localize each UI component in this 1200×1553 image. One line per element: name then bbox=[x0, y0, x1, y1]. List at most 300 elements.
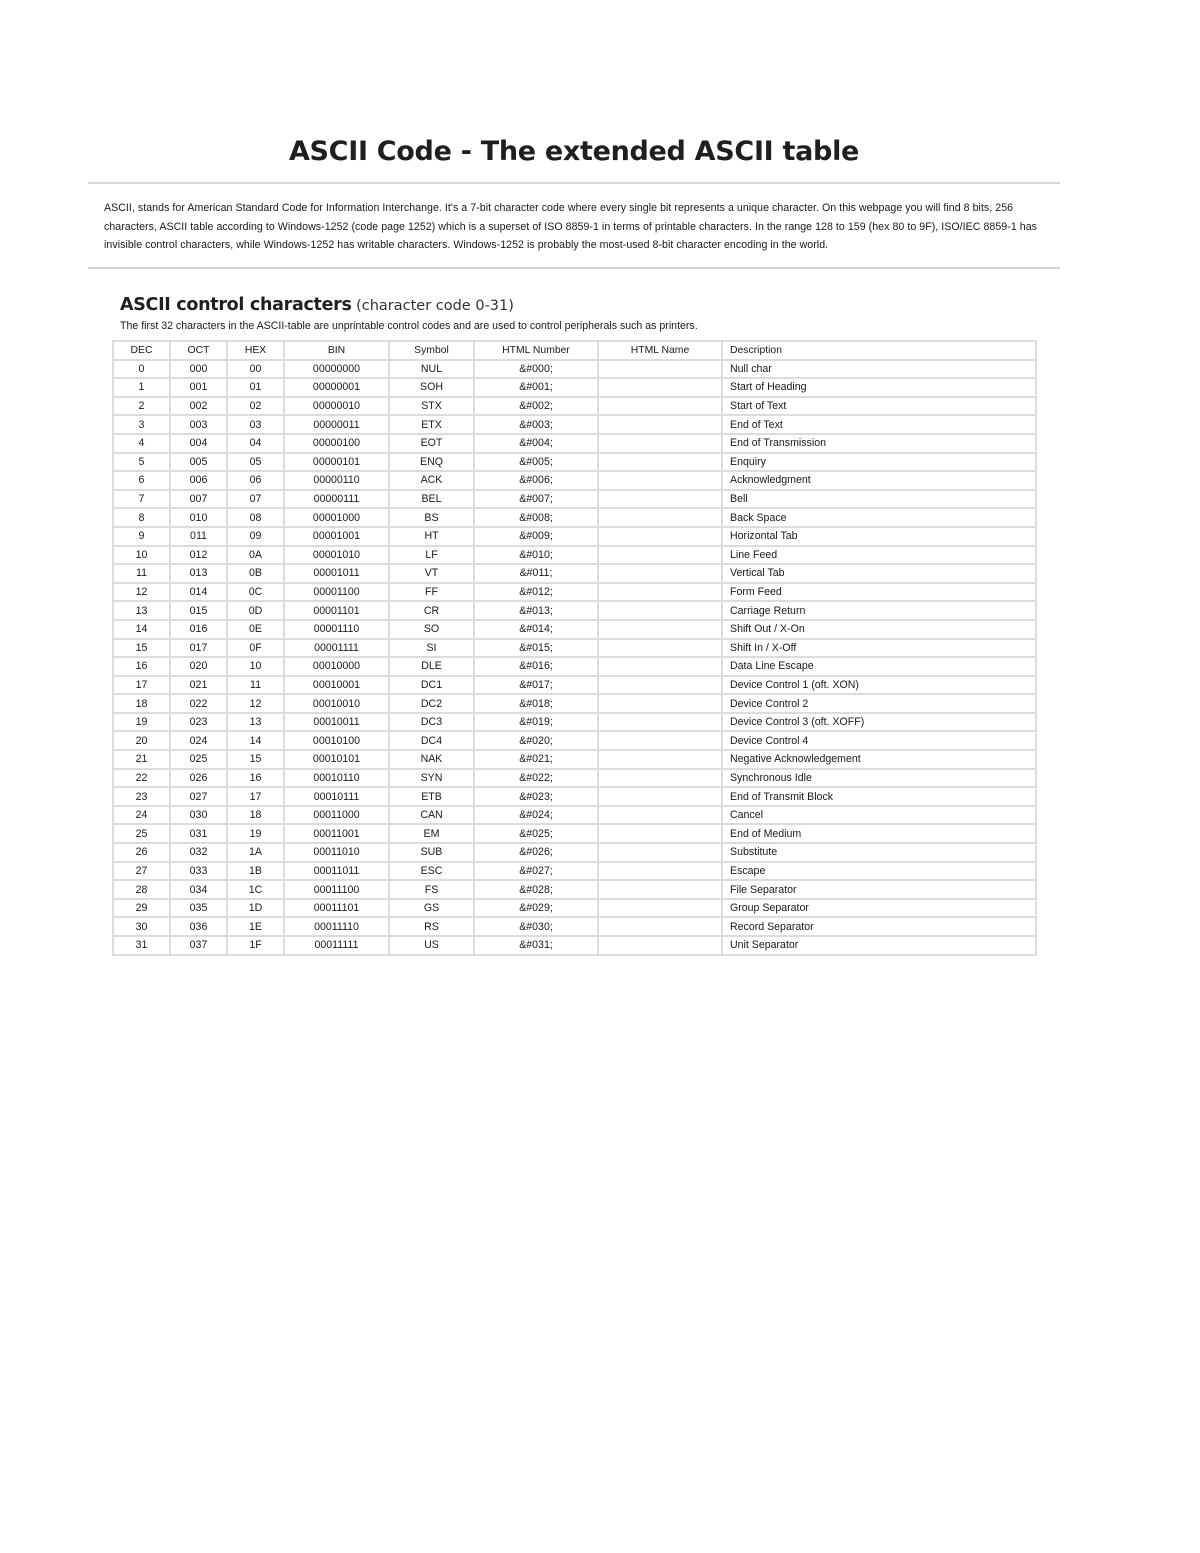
cell-dec: 18 bbox=[113, 694, 170, 713]
cell-hex: 1E bbox=[227, 917, 284, 936]
cell-oct: 027 bbox=[170, 787, 227, 806]
cell-oct: 006 bbox=[170, 471, 227, 490]
cell-hex: 14 bbox=[227, 731, 284, 750]
table-row bbox=[113, 917, 1036, 936]
table-row bbox=[113, 899, 1036, 918]
cell-dec: 4 bbox=[113, 434, 170, 453]
cell-oct: 015 bbox=[170, 601, 227, 620]
table-row bbox=[113, 769, 1036, 788]
cell-html-number: &#022; bbox=[474, 769, 598, 788]
cell-hex: 01 bbox=[227, 378, 284, 397]
cell-html-name bbox=[598, 490, 722, 509]
cell-hex: 13 bbox=[227, 713, 284, 732]
cell-dec: 12 bbox=[113, 583, 170, 602]
cell-html-number: &#000; bbox=[474, 360, 598, 379]
cell-oct: 002 bbox=[170, 397, 227, 416]
cell-bin: 00001111 bbox=[284, 639, 389, 658]
cell-dec: 21 bbox=[113, 750, 170, 769]
cell-dec: 30 bbox=[113, 917, 170, 936]
table-row bbox=[113, 508, 1036, 527]
table-row bbox=[113, 694, 1036, 713]
cell-html-number: &#004; bbox=[474, 434, 598, 453]
table-row bbox=[113, 360, 1036, 379]
cell-html-number: &#013; bbox=[474, 601, 598, 620]
cell-hex: 05 bbox=[227, 453, 284, 472]
section-description: The first 32 characters in the ASCII-table are unprintable control codes and are used to control peripherals such as printers. bbox=[120, 320, 698, 332]
cell-hex: 0C bbox=[227, 583, 284, 602]
cell-oct: 032 bbox=[170, 843, 227, 862]
cell-html-name bbox=[598, 453, 722, 472]
cell-bin: 00000011 bbox=[284, 415, 389, 434]
cell-bin: 00000101 bbox=[284, 453, 389, 472]
cell-bin: 00010011 bbox=[284, 713, 389, 732]
cell-symbol: DC4 bbox=[389, 731, 474, 750]
cell-hex: 0B bbox=[227, 564, 284, 583]
cell-oct: 005 bbox=[170, 453, 227, 472]
cell-bin: 00010000 bbox=[284, 657, 389, 676]
cell-symbol: DC2 bbox=[389, 694, 474, 713]
cell-oct: 037 bbox=[170, 936, 227, 955]
cell-bin: 00010001 bbox=[284, 676, 389, 695]
cell-dec: 11 bbox=[113, 564, 170, 583]
table-row bbox=[113, 453, 1036, 472]
cell-bin: 00011101 bbox=[284, 899, 389, 918]
cell-symbol: FF bbox=[389, 583, 474, 602]
cell-html-name bbox=[598, 583, 722, 602]
cell-symbol: ACK bbox=[389, 471, 474, 490]
cell-bin: 00001000 bbox=[284, 508, 389, 527]
cell-bin: 00011110 bbox=[284, 917, 389, 936]
intro-divider bbox=[88, 267, 1060, 269]
cell-description: Escape bbox=[722, 862, 1036, 881]
cell-oct: 003 bbox=[170, 415, 227, 434]
cell-html-name bbox=[598, 620, 722, 639]
cell-dec: 2 bbox=[113, 397, 170, 416]
table-row bbox=[113, 787, 1036, 806]
cell-html-name bbox=[598, 787, 722, 806]
cell-bin: 00011001 bbox=[284, 824, 389, 843]
table-row bbox=[113, 564, 1036, 583]
cell-html-number: &#023; bbox=[474, 787, 598, 806]
cell-symbol: CAN bbox=[389, 806, 474, 825]
section-heading bbox=[120, 295, 514, 315]
cell-html-number: &#009; bbox=[474, 527, 598, 546]
table-body bbox=[113, 360, 1036, 955]
cell-html-name bbox=[598, 880, 722, 899]
ascii-control-table bbox=[112, 340, 1037, 956]
cell-html-name bbox=[598, 936, 722, 955]
cell-dec: 17 bbox=[113, 676, 170, 695]
cell-hex: 08 bbox=[227, 508, 284, 527]
cell-symbol: GS bbox=[389, 899, 474, 918]
cell-description: Device Control 3 (oft. XOFF) bbox=[722, 713, 1036, 732]
cell-html-name bbox=[598, 676, 722, 695]
table-row bbox=[113, 415, 1036, 434]
cell-html-name bbox=[598, 564, 722, 583]
cell-html-name bbox=[598, 769, 722, 788]
cell-html-name bbox=[598, 917, 722, 936]
cell-symbol: HT bbox=[389, 527, 474, 546]
cell-html-number: &#011; bbox=[474, 564, 598, 583]
cell-html-name bbox=[598, 508, 722, 527]
cell-html-number: &#010; bbox=[474, 546, 598, 565]
header-hex: HEX bbox=[227, 341, 284, 360]
cell-bin: 00000000 bbox=[284, 360, 389, 379]
cell-html-name bbox=[598, 657, 722, 676]
header-oct: OCT bbox=[170, 341, 227, 360]
cell-dec: 23 bbox=[113, 787, 170, 806]
cell-description: Group Separator bbox=[722, 899, 1036, 918]
cell-oct: 004 bbox=[170, 434, 227, 453]
cell-symbol: EM bbox=[389, 824, 474, 843]
cell-description: Null char bbox=[722, 360, 1036, 379]
cell-dec: 1 bbox=[113, 378, 170, 397]
cell-bin: 00001001 bbox=[284, 527, 389, 546]
cell-dec: 3 bbox=[113, 415, 170, 434]
cell-oct: 026 bbox=[170, 769, 227, 788]
cell-description: File Separator bbox=[722, 880, 1036, 899]
table-header-row bbox=[113, 341, 1036, 360]
header-html-number: HTML Number bbox=[474, 341, 598, 360]
cell-description: Substitute bbox=[722, 843, 1036, 862]
header-dec: DEC bbox=[113, 341, 170, 360]
cell-html-number: &#029; bbox=[474, 899, 598, 918]
cell-description: Unit Separator bbox=[722, 936, 1036, 955]
cell-html-name bbox=[598, 750, 722, 769]
cell-symbol: DC1 bbox=[389, 676, 474, 695]
cell-symbol: DLE bbox=[389, 657, 474, 676]
cell-symbol: RS bbox=[389, 917, 474, 936]
cell-oct: 023 bbox=[170, 713, 227, 732]
cell-oct: 035 bbox=[170, 899, 227, 918]
cell-html-number: &#019; bbox=[474, 713, 598, 732]
cell-bin: 00010101 bbox=[284, 750, 389, 769]
cell-html-name bbox=[598, 843, 722, 862]
cell-description: Form Feed bbox=[722, 583, 1036, 602]
cell-symbol: STX bbox=[389, 397, 474, 416]
cell-hex: 07 bbox=[227, 490, 284, 509]
cell-bin: 00000010 bbox=[284, 397, 389, 416]
cell-bin: 00011100 bbox=[284, 880, 389, 899]
table-row bbox=[113, 378, 1036, 397]
intro-paragraph: ASCII, stands for American Standard Code for Information Interchange. It's a 7-bit character code where every single bit represents a unique character. On this webpage you will find 8 bits, 256 characters, ASCII table according to Windows-1252 (code page 1252) which is a superset of ISO 8859-1 in terms of printable characters. In the range 128 to 159 (hex 80 to 9F), ISO/IEC 8859-1 has invisible control characters, while Windows-1252 has writable characters. Windows-1252 is probably the most-used 8-bit character encoding in the world. bbox=[104, 202, 1037, 251]
cell-dec: 15 bbox=[113, 639, 170, 658]
cell-html-number: &#014; bbox=[474, 620, 598, 639]
cell-oct: 030 bbox=[170, 806, 227, 825]
header-bin: BIN bbox=[284, 341, 389, 360]
cell-oct: 021 bbox=[170, 676, 227, 695]
cell-symbol: NUL bbox=[389, 360, 474, 379]
cell-oct: 036 bbox=[170, 917, 227, 936]
cell-bin: 00000001 bbox=[284, 378, 389, 397]
cell-html-number: &#007; bbox=[474, 490, 598, 509]
cell-html-name bbox=[598, 824, 722, 843]
cell-dec: 9 bbox=[113, 527, 170, 546]
cell-html-name bbox=[598, 434, 722, 453]
cell-hex: 17 bbox=[227, 787, 284, 806]
header-html-name: HTML Name bbox=[598, 341, 722, 360]
table-row bbox=[113, 527, 1036, 546]
cell-bin: 00001010 bbox=[284, 546, 389, 565]
cell-html-name bbox=[598, 471, 722, 490]
cell-bin: 00010111 bbox=[284, 787, 389, 806]
cell-dec: 14 bbox=[113, 620, 170, 639]
cell-hex: 1F bbox=[227, 936, 284, 955]
table-row bbox=[113, 936, 1036, 955]
cell-oct: 017 bbox=[170, 639, 227, 658]
cell-description: Negative Acknowledgement bbox=[722, 750, 1036, 769]
cell-description: Acknowledgment bbox=[722, 471, 1036, 490]
cell-hex: 11 bbox=[227, 676, 284, 695]
table-row bbox=[113, 843, 1036, 862]
cell-description: Shift In / X-Off bbox=[722, 639, 1036, 658]
cell-bin: 00011000 bbox=[284, 806, 389, 825]
cell-dec: 26 bbox=[113, 843, 170, 862]
cell-bin: 00001011 bbox=[284, 564, 389, 583]
cell-hex: 03 bbox=[227, 415, 284, 434]
cell-hex: 00 bbox=[227, 360, 284, 379]
cell-oct: 016 bbox=[170, 620, 227, 639]
cell-symbol: SI bbox=[389, 639, 474, 658]
cell-html-number: &#003; bbox=[474, 415, 598, 434]
cell-html-name bbox=[598, 378, 722, 397]
cell-oct: 007 bbox=[170, 490, 227, 509]
table-row bbox=[113, 731, 1036, 750]
cell-html-number: &#030; bbox=[474, 917, 598, 936]
section-heading-main: ASCII control characters bbox=[120, 295, 352, 315]
cell-dec: 6 bbox=[113, 471, 170, 490]
cell-dec: 31 bbox=[113, 936, 170, 955]
cell-hex: 02 bbox=[227, 397, 284, 416]
cell-hex: 18 bbox=[227, 806, 284, 825]
table-row bbox=[113, 862, 1036, 881]
cell-hex: 1C bbox=[227, 880, 284, 899]
cell-symbol: DC3 bbox=[389, 713, 474, 732]
cell-bin: 00011010 bbox=[284, 843, 389, 862]
table-row bbox=[113, 806, 1036, 825]
cell-dec: 25 bbox=[113, 824, 170, 843]
cell-html-name bbox=[598, 731, 722, 750]
cell-dec: 8 bbox=[113, 508, 170, 527]
cell-html-name bbox=[598, 415, 722, 434]
cell-hex: 15 bbox=[227, 750, 284, 769]
cell-html-name bbox=[598, 601, 722, 620]
cell-dec: 13 bbox=[113, 601, 170, 620]
cell-html-number: &#005; bbox=[474, 453, 598, 472]
cell-symbol: SYN bbox=[389, 769, 474, 788]
cell-description: End of Transmission bbox=[722, 434, 1036, 453]
cell-oct: 001 bbox=[170, 378, 227, 397]
cell-html-name bbox=[598, 397, 722, 416]
cell-symbol: VT bbox=[389, 564, 474, 583]
cell-html-number: &#020; bbox=[474, 731, 598, 750]
cell-html-number: &#008; bbox=[474, 508, 598, 527]
cell-dec: 29 bbox=[113, 899, 170, 918]
cell-description: Record Separator bbox=[722, 917, 1036, 936]
cell-html-number: &#017; bbox=[474, 676, 598, 695]
cell-symbol: BS bbox=[389, 508, 474, 527]
cell-symbol: ETX bbox=[389, 415, 474, 434]
cell-dec: 27 bbox=[113, 862, 170, 881]
cell-bin: 00010110 bbox=[284, 769, 389, 788]
cell-bin: 00000110 bbox=[284, 471, 389, 490]
cell-oct: 024 bbox=[170, 731, 227, 750]
cell-bin: 00010010 bbox=[284, 694, 389, 713]
cell-bin: 00011011 bbox=[284, 862, 389, 881]
cell-html-name bbox=[598, 899, 722, 918]
cell-dec: 7 bbox=[113, 490, 170, 509]
cell-description: Start of Text bbox=[722, 397, 1036, 416]
cell-symbol: SO bbox=[389, 620, 474, 639]
cell-dec: 16 bbox=[113, 657, 170, 676]
table-row bbox=[113, 713, 1036, 732]
table-row bbox=[113, 397, 1036, 416]
section-heading-sub: (character code 0-31) bbox=[356, 298, 514, 314]
cell-symbol: SOH bbox=[389, 378, 474, 397]
cell-description: End of Text bbox=[722, 415, 1036, 434]
cell-bin: 00010100 bbox=[284, 731, 389, 750]
cell-hex: 12 bbox=[227, 694, 284, 713]
cell-html-name bbox=[598, 360, 722, 379]
cell-html-name bbox=[598, 639, 722, 658]
cell-description: End of Transmit Block bbox=[722, 787, 1036, 806]
cell-description: Enquiry bbox=[722, 453, 1036, 472]
table-row bbox=[113, 546, 1036, 565]
cell-hex: 09 bbox=[227, 527, 284, 546]
cell-bin: 00001110 bbox=[284, 620, 389, 639]
cell-bin: 00001101 bbox=[284, 601, 389, 620]
table-row bbox=[113, 434, 1036, 453]
table-row bbox=[113, 601, 1036, 620]
cell-html-number: &#021; bbox=[474, 750, 598, 769]
cell-dec: 22 bbox=[113, 769, 170, 788]
table-row bbox=[113, 657, 1036, 676]
cell-oct: 031 bbox=[170, 824, 227, 843]
cell-dec: 28 bbox=[113, 880, 170, 899]
cell-oct: 012 bbox=[170, 546, 227, 565]
cell-description: Horizontal Tab bbox=[722, 527, 1036, 546]
cell-symbol: LF bbox=[389, 546, 474, 565]
table-row bbox=[113, 490, 1036, 509]
cell-bin: 00000100 bbox=[284, 434, 389, 453]
cell-oct: 020 bbox=[170, 657, 227, 676]
cell-html-number: &#026; bbox=[474, 843, 598, 862]
cell-html-name bbox=[598, 694, 722, 713]
cell-html-number: &#025; bbox=[474, 824, 598, 843]
cell-hex: 1A bbox=[227, 843, 284, 862]
cell-hex: 10 bbox=[227, 657, 284, 676]
cell-html-name bbox=[598, 527, 722, 546]
cell-description: Device Control 2 bbox=[722, 694, 1036, 713]
cell-html-number: &#002; bbox=[474, 397, 598, 416]
cell-oct: 034 bbox=[170, 880, 227, 899]
cell-html-number: &#031; bbox=[474, 936, 598, 955]
cell-hex: 0A bbox=[227, 546, 284, 565]
cell-html-number: &#015; bbox=[474, 639, 598, 658]
cell-oct: 013 bbox=[170, 564, 227, 583]
cell-dec: 0 bbox=[113, 360, 170, 379]
cell-hex: 0E bbox=[227, 620, 284, 639]
cell-hex: 06 bbox=[227, 471, 284, 490]
table-row bbox=[113, 583, 1036, 602]
cell-description: Bell bbox=[722, 490, 1036, 509]
cell-hex: 0F bbox=[227, 639, 284, 658]
cell-symbol: SUB bbox=[389, 843, 474, 862]
cell-description: Line Feed bbox=[722, 546, 1036, 565]
cell-symbol: FS bbox=[389, 880, 474, 899]
cell-symbol: NAK bbox=[389, 750, 474, 769]
cell-html-name bbox=[598, 806, 722, 825]
cell-bin: 00011111 bbox=[284, 936, 389, 955]
cell-description: Start of Heading bbox=[722, 378, 1036, 397]
cell-oct: 014 bbox=[170, 583, 227, 602]
cell-html-name bbox=[598, 546, 722, 565]
cell-symbol: ESC bbox=[389, 862, 474, 881]
table-row bbox=[113, 620, 1036, 639]
cell-html-number: &#012; bbox=[474, 583, 598, 602]
table-row bbox=[113, 880, 1036, 899]
cell-symbol: CR bbox=[389, 601, 474, 620]
cell-hex: 1D bbox=[227, 899, 284, 918]
cell-description: Shift Out / X-On bbox=[722, 620, 1036, 639]
cell-html-number: &#016; bbox=[474, 657, 598, 676]
cell-description: Device Control 4 bbox=[722, 731, 1036, 750]
table-row bbox=[113, 471, 1036, 490]
cell-oct: 010 bbox=[170, 508, 227, 527]
cell-description: Vertical Tab bbox=[722, 564, 1036, 583]
table-row bbox=[113, 639, 1036, 658]
cell-description: Data Line Escape bbox=[722, 657, 1036, 676]
cell-dec: 5 bbox=[113, 453, 170, 472]
cell-html-number: &#027; bbox=[474, 862, 598, 881]
table-row bbox=[113, 824, 1036, 843]
cell-dec: 19 bbox=[113, 713, 170, 732]
cell-oct: 011 bbox=[170, 527, 227, 546]
cell-description: Cancel bbox=[722, 806, 1036, 825]
cell-oct: 022 bbox=[170, 694, 227, 713]
cell-hex: 19 bbox=[227, 824, 284, 843]
title-divider bbox=[88, 182, 1060, 184]
cell-symbol: BEL bbox=[389, 490, 474, 509]
cell-description: Carriage Return bbox=[722, 601, 1036, 620]
cell-description: Back Space bbox=[722, 508, 1036, 527]
cell-html-number: &#001; bbox=[474, 378, 598, 397]
header-symbol: Symbol bbox=[389, 341, 474, 360]
cell-html-name bbox=[598, 713, 722, 732]
cell-symbol: ENQ bbox=[389, 453, 474, 472]
cell-html-name bbox=[598, 862, 722, 881]
cell-bin: 00001100 bbox=[284, 583, 389, 602]
cell-dec: 20 bbox=[113, 731, 170, 750]
cell-oct: 033 bbox=[170, 862, 227, 881]
cell-html-number: &#024; bbox=[474, 806, 598, 825]
cell-hex: 04 bbox=[227, 434, 284, 453]
cell-description: End of Medium bbox=[722, 824, 1036, 843]
cell-bin: 00000111 bbox=[284, 490, 389, 509]
cell-html-number: &#028; bbox=[474, 880, 598, 899]
cell-description: Synchronous Idle bbox=[722, 769, 1036, 788]
cell-oct: 025 bbox=[170, 750, 227, 769]
cell-oct: 000 bbox=[170, 360, 227, 379]
cell-html-number: &#018; bbox=[474, 694, 598, 713]
cell-symbol: ETB bbox=[389, 787, 474, 806]
cell-hex: 0D bbox=[227, 601, 284, 620]
cell-html-number: &#006; bbox=[474, 471, 598, 490]
cell-dec: 24 bbox=[113, 806, 170, 825]
page-title: ASCII Code - The extended ASCII table bbox=[288, 136, 860, 167]
cell-hex: 16 bbox=[227, 769, 284, 788]
cell-dec: 10 bbox=[113, 546, 170, 565]
